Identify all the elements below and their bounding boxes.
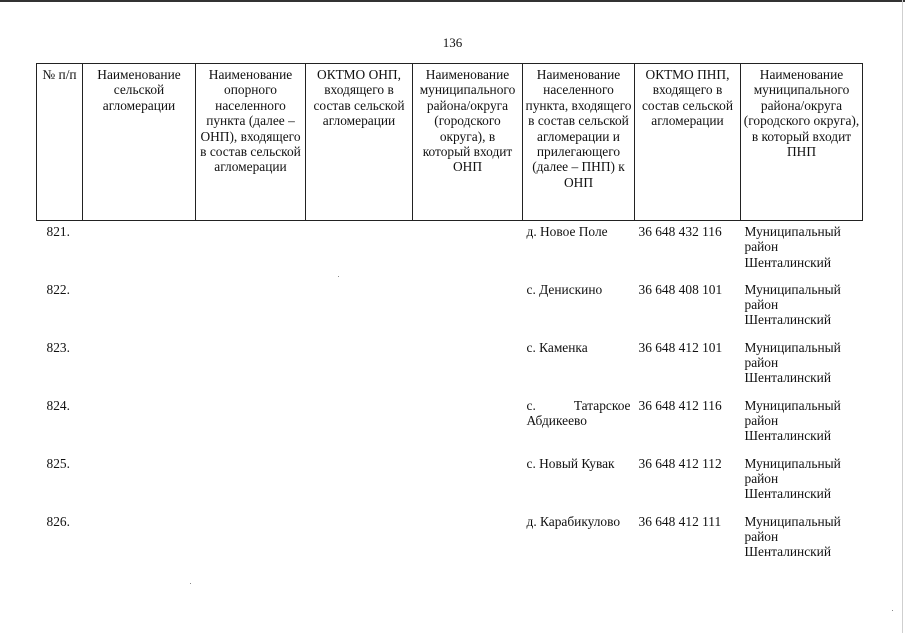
cell-onp-district [413,453,523,511]
row-number: 821. [46,224,70,239]
cell-onp-name [196,221,306,279]
header-onp-oktmo: ОКТМО ОНП, входящего в состав сельской агломерации [306,64,413,221]
cell-agglomeration [83,511,196,569]
cell-pnp-district: Муниципальный район Шенталинский [744,339,841,386]
scan-speck [190,583,191,584]
cell-agglomeration [83,453,196,511]
cell-onp-oktmo [306,221,413,279]
cell-onp-name [196,279,306,337]
cell-pnp-name: д. Карабикулово [526,513,621,529]
table-header-row [37,64,863,221]
header-onp-name: Наименование опорного населенного пункта (далее – ОНП), входящего в состав сельской агломерации [196,64,306,221]
cell-onp-name [196,395,306,453]
cell-pnp-district: Муниципальный район Шенталинский [744,397,841,444]
scan-edge-right [902,0,903,633]
cell-pnp-name: д. Новое Поле [526,224,608,239]
cell-pnp-name: с. Денискино [526,281,603,297]
cell-onp-name [196,337,306,395]
table-row [37,453,863,511]
header-agglomeration-name: Наименование сельской агломерации [83,64,196,221]
cell-pnp-district: Муниципальный район Шенталинский [744,513,841,560]
cell-onp-name [196,453,306,511]
table-row [37,511,863,569]
cell-pnp-oktmo: 36 648 412 101 [638,339,723,355]
cell-pnp-name: с. Каменка [526,339,588,355]
cell-agglomeration [83,395,196,453]
table-row [37,337,863,395]
cell-onp-oktmo [306,453,413,511]
cell-agglomeration [83,337,196,395]
row-number: 822. [46,281,70,297]
cell-pnp-district: Муниципальный район Шенталинский [744,224,841,270]
cell-pnp-name: с. Татарское Абдикеево [526,397,631,428]
header-pnp-name: Наименование населенного пункта, входящего в состав сельской агломерации и прилегающего (далее – ПНП) к ОНП [523,64,635,221]
cell-pnp-oktmo: 36 648 408 101 [638,281,723,297]
cell-pnp-oktmo: 36 648 412 111 [638,513,722,529]
header-pnp-district: Наименование муниципального района/округа (городского округа), в который входит ПНП [741,64,863,221]
cell-pnp-district: Муниципальный район Шенталинский [744,455,841,502]
row-number: 825. [46,455,70,471]
table-row [37,221,863,279]
cell-pnp-district: Муниципальный район Шенталинский [744,281,841,328]
scan-speck [892,610,893,611]
cell-onp-oktmo [306,279,413,337]
cell-pnp-oktmo: 36 648 432 116 [638,224,722,239]
cell-onp-district [413,337,523,395]
scan-edge-top [0,0,905,2]
cell-onp-district [413,279,523,337]
cell-agglomeration [83,279,196,337]
cell-onp-district [413,221,523,279]
header-pnp-oktmo: ОКТМО ПНП, входящего в состав сельской агломерации [635,64,741,221]
cell-pnp-oktmo: 36 648 412 116 [638,397,722,413]
page-number: 136 [442,35,463,50]
table-row [37,395,863,453]
table-row [37,279,863,337]
cell-onp-name [196,511,306,569]
cell-pnp-name: с. Новый Кувак [526,455,615,471]
row-number: 826. [46,513,70,529]
cell-onp-district [413,511,523,569]
cell-onp-oktmo [306,337,413,395]
header-onp-district: Наименование муниципального района/округа (городского округа), в который входит ОНП [413,64,523,221]
scan-speck [338,276,339,277]
cell-onp-oktmo [306,511,413,569]
agglomeration-table [36,63,863,569]
cell-onp-oktmo [306,395,413,453]
row-number: 823. [46,339,70,355]
header-number: № п/п [37,64,83,221]
cell-pnp-oktmo: 36 648 412 112 [638,455,722,471]
cell-onp-district [413,395,523,453]
cell-agglomeration [83,221,196,279]
row-number: 824. [46,397,70,413]
